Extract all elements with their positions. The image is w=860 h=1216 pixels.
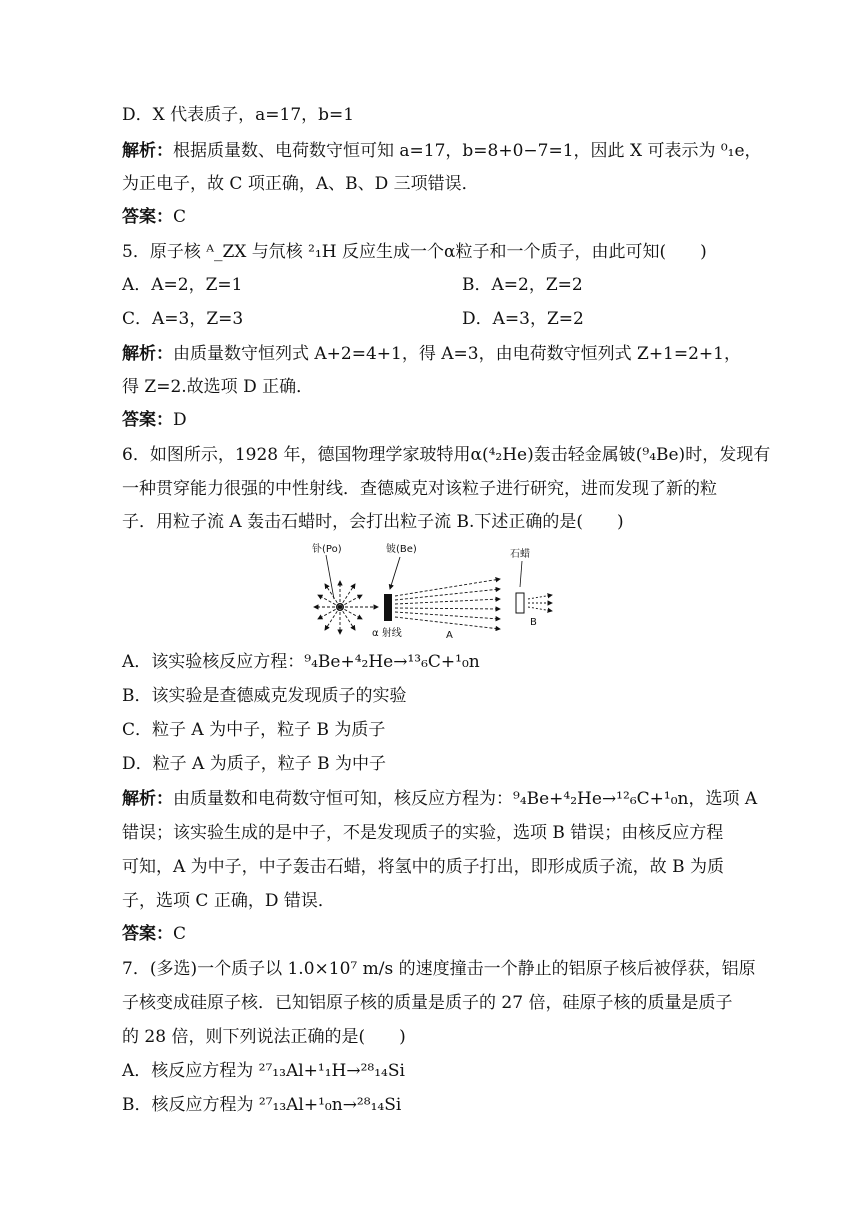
- analysis-q6-cont1: 错误；该实验生成的是中子，不是发现质子的实验，选项 B 错误；由核反应方程: [122, 823, 724, 843]
- answer-label: 答案：: [122, 207, 173, 227]
- experiment-figure: [300, 537, 570, 647]
- analysis-q4-cont: 为正电子，故 C 项正确，A、B、D 三项错误．: [122, 174, 479, 194]
- q5-option-b: B．A=2，Z=2: [462, 275, 583, 295]
- analysis-text: 根据质量数、电荷数守恒可知 a=17，b=8+0−7=1，因此 X 可表示为 ⁰₁e，: [173, 141, 762, 161]
- answer-q6: [122, 922, 186, 946]
- paraffin-pointer: [520, 561, 522, 587]
- question-7-cont2: 的 28 倍，则下列说法正确的是( ): [122, 1027, 406, 1047]
- answer-label: 答案：: [122, 410, 173, 430]
- analysis-q6-cont2: 可知，A 为中子，中子轰击石蜡，将氢中的质子打出，即形成质子流，故 B 为质: [122, 857, 724, 877]
- question-6-cont1: 一种贯穿能力很强的中性射线．查德威克对该粒子进行研究，进而发现了新的粒: [122, 479, 717, 499]
- question-6-cont2: 子．用粒子流 A 轰击石蜡时，会打出粒子流 B.下述正确的是( ): [122, 512, 624, 532]
- q6-option-a: A．该实验核反应方程：⁹₄Be+⁴₂He→¹³₆C+¹₀n: [122, 652, 480, 672]
- analysis-q5: [122, 342, 741, 366]
- alpha-label: α 射线: [372, 628, 402, 639]
- beam-a-label: A: [446, 630, 453, 641]
- q6-option-c: C．粒子 A 为中子，粒子 B 为质子: [122, 720, 386, 740]
- q6-option-b: B．该实验是查德威克发现质子的实验: [122, 686, 407, 706]
- paraffin-block: [516, 593, 524, 613]
- beam-a: [395, 579, 500, 629]
- answer-value: C: [173, 924, 187, 944]
- be-pointer: [390, 557, 400, 589]
- option-d-q4: D．X 代表质子，a=17，b=1: [122, 105, 355, 125]
- analysis-q6: [122, 787, 757, 811]
- analysis-q6-cont3: 子，选项 C 正确，D 错误．: [122, 891, 335, 911]
- po-label: 钋(Po): [312, 544, 342, 555]
- question-6: 6．如图所示，1928 年，德国物理学家玻特用α(⁴₂He)轰击轻金属铍(⁹₄Be)时，发现有: [122, 445, 771, 465]
- analysis-label: 解析：: [122, 344, 173, 364]
- question-7-cont1: 子核变成硅原子核．已知铝原子核的质量是质子的 27 倍，硅原子核的质量是质子: [122, 993, 733, 1013]
- q7-option-b: B．核反应方程为 ²⁷₁₃Al+¹₀n→²⁸₁₄Si: [122, 1095, 402, 1115]
- answer-q5: [122, 408, 187, 432]
- question-5: 5．原子核 ᴬ_ZX 与氘核 ²₁H 反应生成一个α粒子和一个质子，由此可知( ): [122, 242, 707, 262]
- beam-b: [528, 595, 552, 611]
- analysis-q4: [122, 139, 762, 163]
- question-7: 7．(多选)一个质子以 1.0×10⁷ m/s 的速度撞击一个静止的铝原子核后被俘获，铝原: [122, 959, 756, 979]
- analysis-text: 由质量数和电荷数守恒可知，核反应方程为：⁹₄Be+⁴₂He→¹²₆C+¹₀n，选项 A: [173, 789, 758, 809]
- be-label: 铍(Be): [386, 544, 417, 555]
- analysis-q5-cont: 得 Z=2.故选项 D 正确．: [122, 377, 314, 397]
- q5-option-c: C．A=3，Z=3: [122, 309, 244, 329]
- answer-value: C: [173, 207, 187, 227]
- radiation-rays: [314, 581, 378, 634]
- answer-label: 答案：: [122, 924, 173, 944]
- analysis-text: 由质量数守恒列式 A+2=4+1，得 A=3，由电荷数守恒列式 Z+1=2+1，: [173, 344, 741, 364]
- q5-option-a: A．A=2，Z=1: [122, 275, 243, 295]
- analysis-label: 解析：: [122, 141, 173, 161]
- answer-q4: [122, 205, 186, 229]
- beryllium-plate: [384, 594, 392, 621]
- q7-option-a: A．核反应方程为 ²⁷₁₃Al+¹₁H→²⁸₁₄Si: [122, 1061, 405, 1081]
- answer-value: D: [173, 410, 187, 430]
- beam-b-label: B: [530, 617, 537, 628]
- paraffin-label: 石蜡: [510, 549, 530, 560]
- analysis-label: 解析：: [122, 789, 173, 809]
- q5-option-d: D．A=3，Z=2: [462, 309, 584, 329]
- q6-option-d: D．粒子 A 为质子，粒子 B 为中子: [122, 754, 387, 774]
